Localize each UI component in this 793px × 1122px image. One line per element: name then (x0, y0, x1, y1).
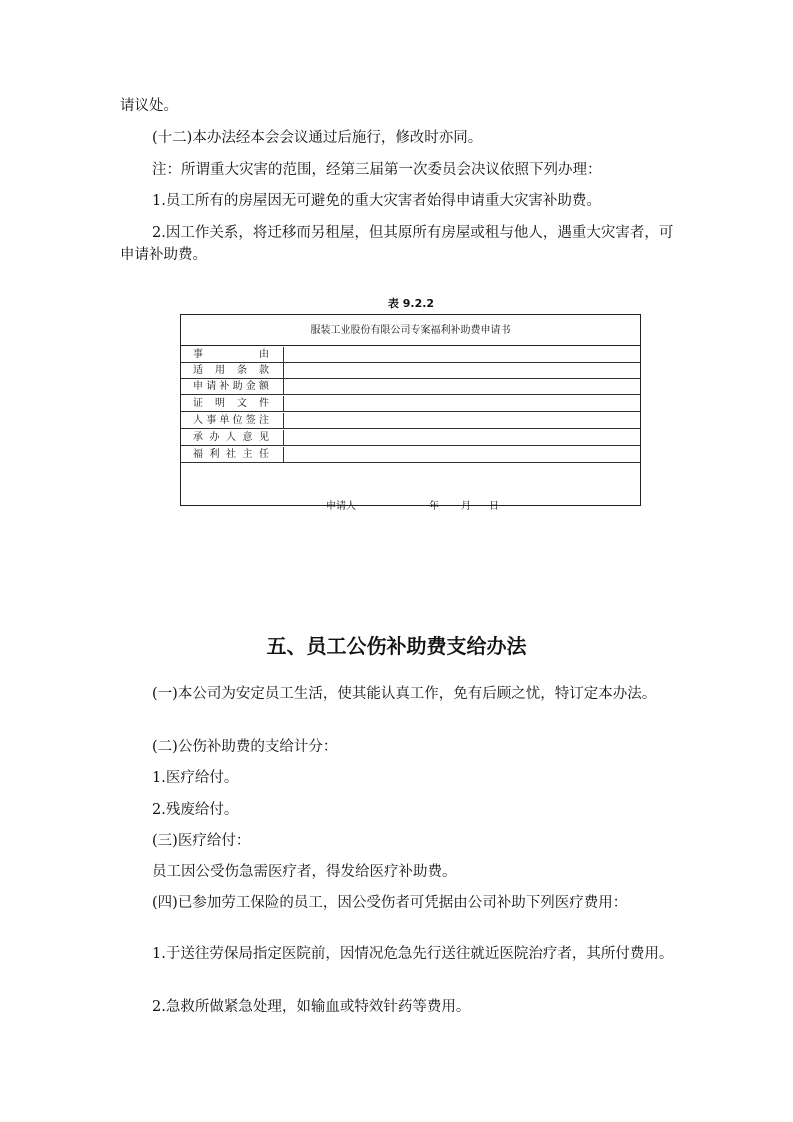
table-row (181, 430, 640, 446)
table-caption: 表 9.2.2 (387, 297, 435, 310)
table-row (181, 413, 640, 429)
row-value (284, 379, 640, 394)
row-value (284, 430, 640, 445)
paragraph: (十二)本办法经本会会议通过后施行，修改时亦同。 (152, 130, 483, 146)
paragraph: 注：所谓重大灾害的范围，经第三届第一次委员会决议依照下列办理： (152, 162, 602, 178)
paragraph: (二)公伤补助费的支给计分： (152, 739, 338, 755)
row-label: 事由 (181, 347, 284, 362)
applicant-label: 申请人 (326, 501, 356, 512)
table-row (181, 379, 640, 395)
paragraph: 1.于送往劳保局指定医院前，因情况危急先行送往就近医院治疗者，其所付费用。 (152, 946, 674, 962)
row-label: 人事单位签注 (181, 413, 284, 428)
paragraph: 2.急救所做紧急处理，如输血或特效针药等费用。 (152, 999, 471, 1015)
paragraph: (三)医疗给付： (152, 833, 251, 849)
row-value (284, 363, 640, 378)
form-title: 服装工业股份有限公司专案福利补助费申请书 (181, 315, 640, 346)
application-form-table (180, 314, 641, 512)
row-label: 证明文件 (181, 396, 284, 411)
row-value (284, 347, 640, 362)
year-label: 年 (429, 501, 439, 512)
paragraph: 请议处。 (120, 98, 178, 114)
table-row (181, 347, 640, 363)
row-label: 申请补助金额 (181, 379, 284, 394)
table-row (181, 447, 640, 463)
paragraph: 员工因公受伤急需医疗者，得发给医疗补助费。 (152, 864, 457, 880)
paragraph: 1.员工所有的房屋因无可避免的重大灾害者始得申请重大灾害补助费。 (152, 193, 601, 209)
month-label: 月 (461, 501, 471, 512)
row-value (284, 447, 640, 462)
table-row (181, 396, 640, 412)
row-label: 承办人意见 (181, 430, 284, 445)
paragraph: 2.残废给付。 (152, 802, 239, 818)
table-row (181, 363, 640, 379)
row-label: 福利社主任 (181, 447, 284, 462)
paragraph: (四)已参加劳工保险的员工，因公受伤者可凭据由公司补助下列医疗费用： (152, 895, 628, 911)
row-value (284, 396, 640, 411)
paragraph: 2.因工作关系，将迁移而另租屋，但其原所有房屋或租与他人，遇重大灾害者，可申请补助费。 (120, 225, 674, 263)
paragraph: 1.医疗给付。 (152, 770, 239, 786)
row-value (284, 413, 640, 428)
day-label: 日 (489, 501, 499, 512)
section-title: 五、员工公伤补助费支给办法 (266, 634, 527, 658)
paragraph: (一)本公司为安定员工生活，使其能认真工作，免有后顾之忧，特订定本办法。 (152, 686, 657, 702)
row-label: 适用条款 (181, 363, 284, 378)
